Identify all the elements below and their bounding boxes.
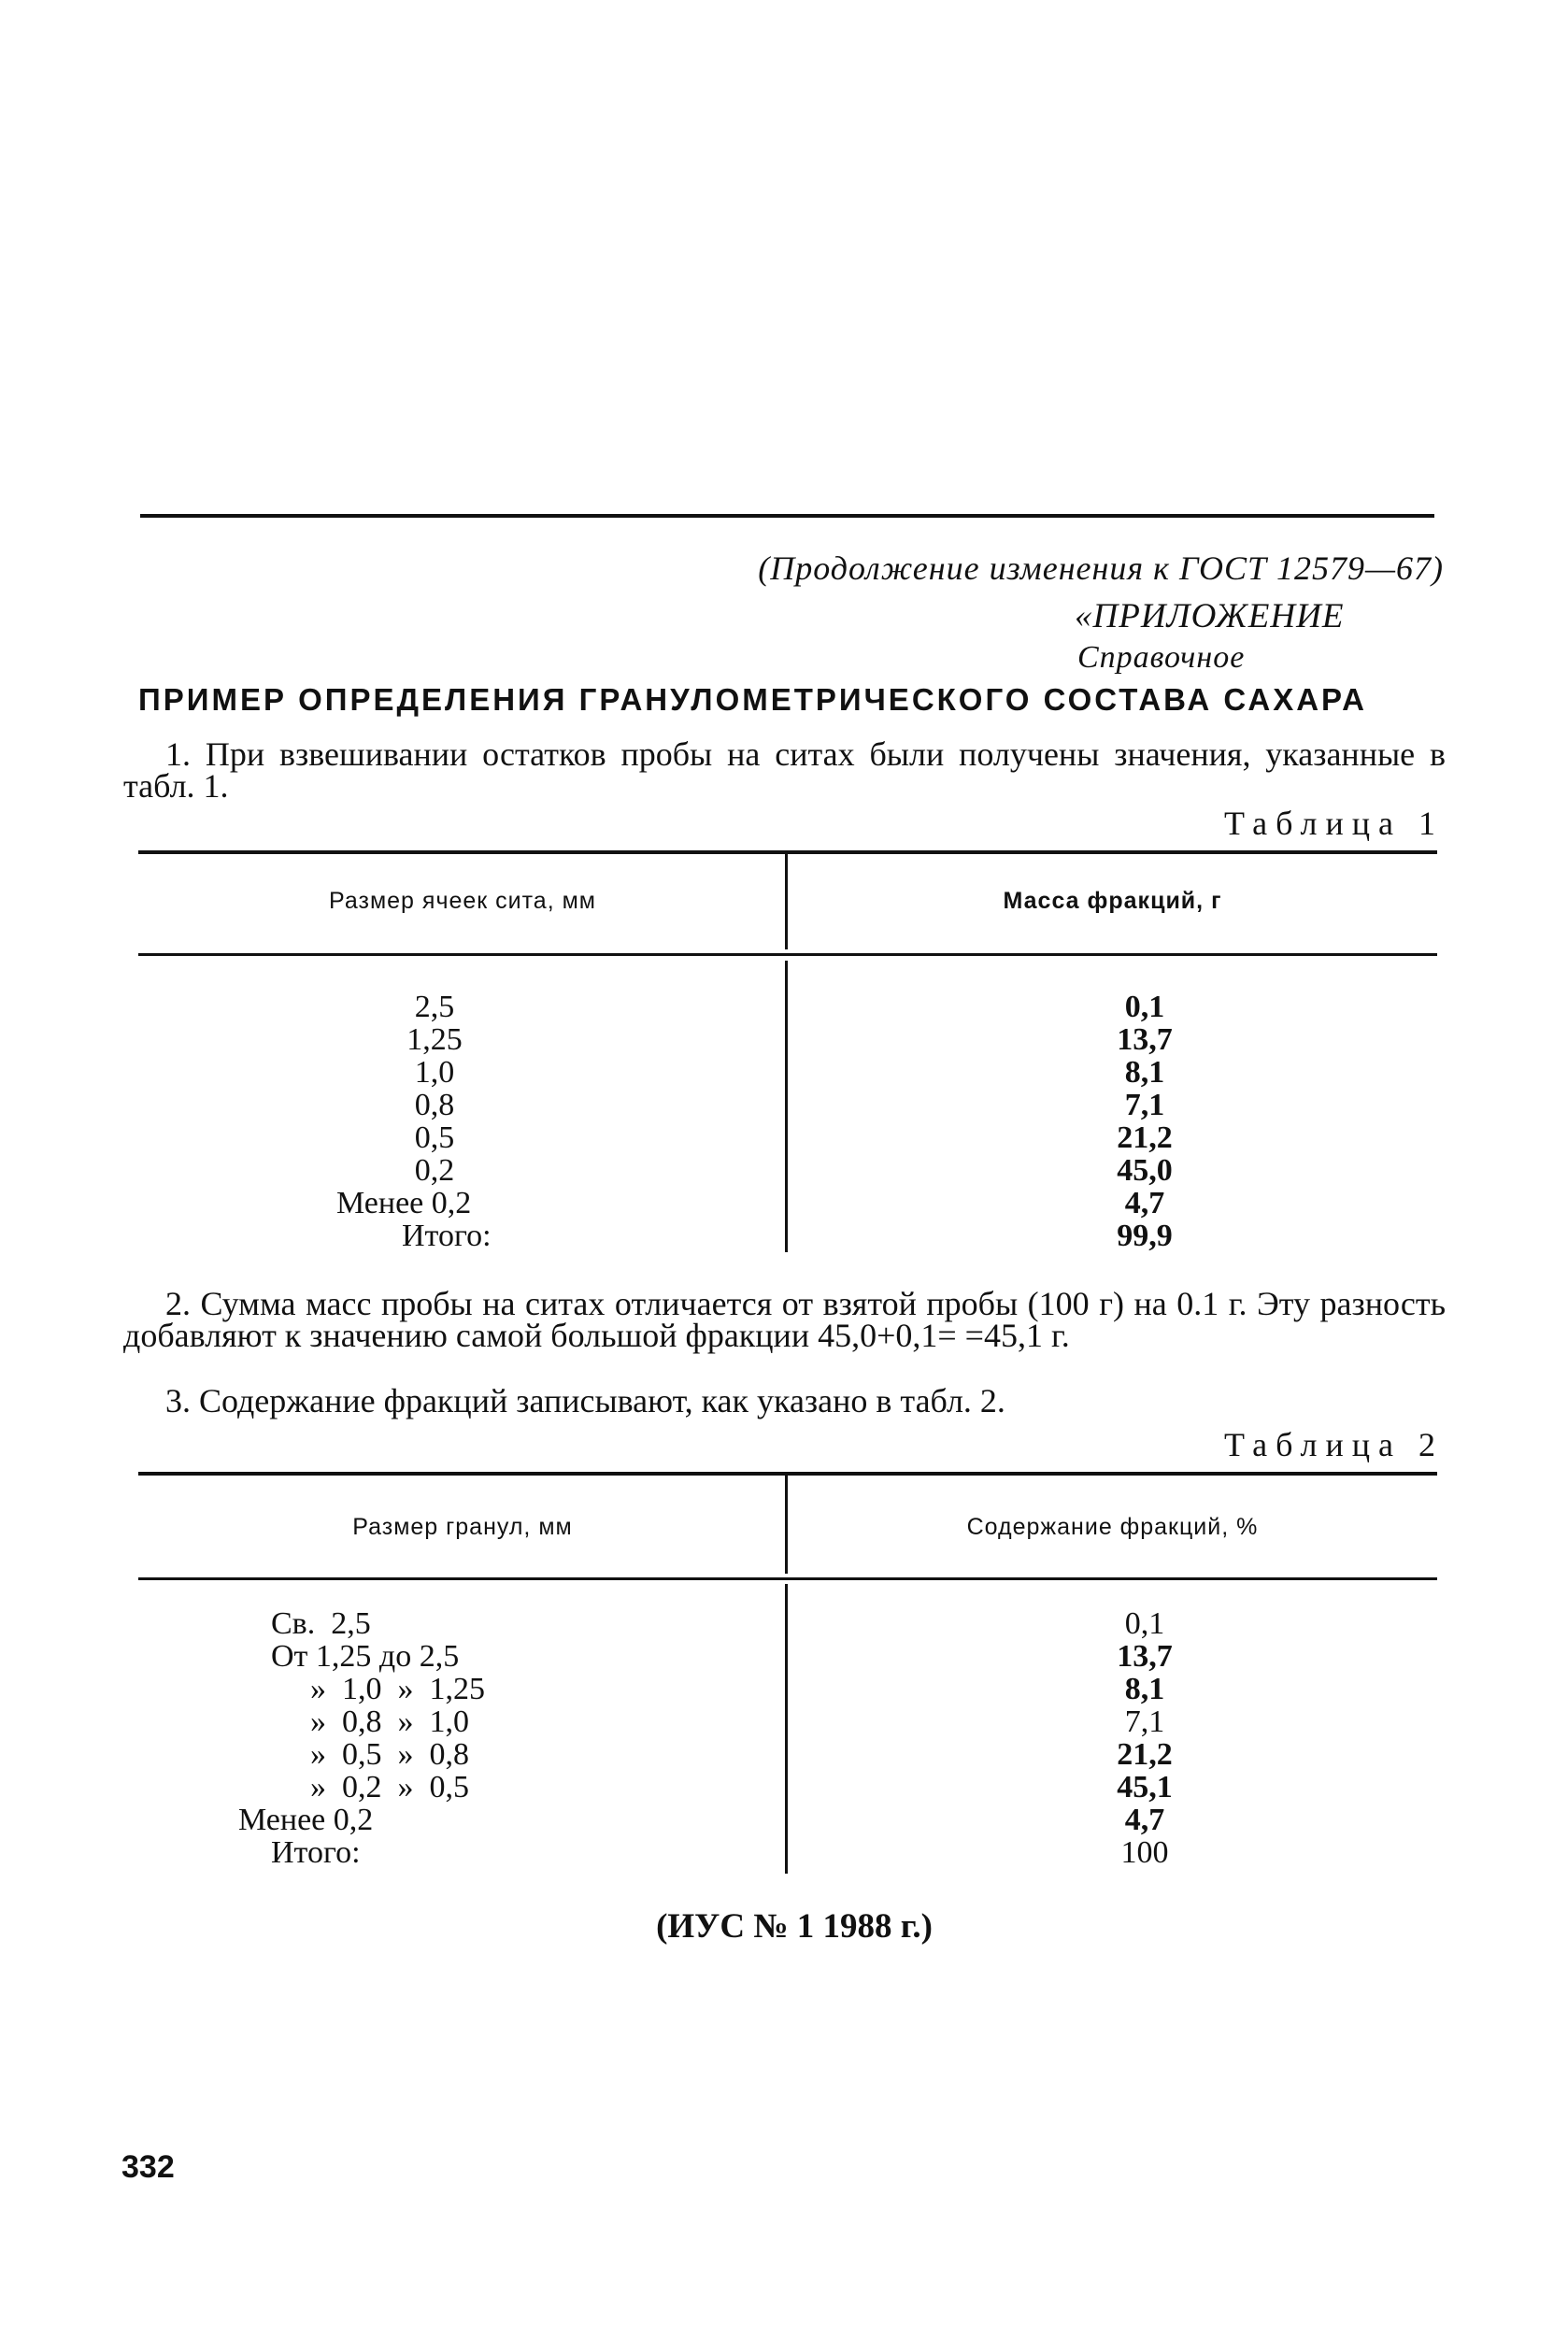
table-1-mass-column [1075, 991, 1215, 1252]
table-2-size-column [238, 1607, 612, 1869]
paragraph-3-text: 3. Содержание фракций записывают, как указано в табл. 2. [165, 1382, 1005, 1419]
table-2-cell: 0,1 [1124, 1606, 1165, 1641]
paragraph-2 [123, 1285, 1446, 1354]
table-2-cell: » 0,2 » 0,5 [294, 1770, 469, 1804]
paragraph-1-text: 1. При взвешивании остатков пробы на ситах были получены значения, указанные в табл. 1. [123, 735, 1446, 805]
table-2-caption: Таблица 2 [1224, 1426, 1444, 1463]
table-1-cell: 2,5 [414, 990, 455, 1024]
table-1-header-rule [138, 953, 1437, 956]
table-2-cell: » 0,5 » 0,8 [294, 1737, 469, 1772]
table-2-cell: 45,1 [1117, 1770, 1173, 1804]
table-2-cell: Итого: [271, 1835, 361, 1870]
table-2-cell: 8,1 [1124, 1672, 1165, 1706]
table-1-cell: 13,7 [1117, 1022, 1173, 1057]
table-1-cell: 4,7 [1124, 1186, 1165, 1220]
paragraph-1 [123, 735, 1446, 805]
table-1-cell: 1,0 [414, 1055, 455, 1090]
table-1-body-divider [785, 961, 788, 1252]
table-2-cell: 7,1 [1124, 1704, 1165, 1739]
table-1-cell: 7,1 [1124, 1088, 1165, 1122]
table-1-cell: 0,8 [414, 1088, 455, 1122]
table-1-cell: 45,0 [1117, 1153, 1173, 1188]
table-2-cell: » 0,8 » 1,0 [294, 1704, 469, 1739]
table-2-cell: » 1,0 » 1,25 [294, 1672, 485, 1706]
table-2-header-rule [138, 1577, 1437, 1580]
table-2-cell: Св. 2,5 [271, 1606, 371, 1641]
appendix-subtitle: Справочное [1077, 640, 1246, 675]
paragraph-3 [123, 1382, 1446, 1419]
table-1-cell: 0,1 [1124, 990, 1165, 1024]
top-rule [140, 514, 1434, 518]
table-2-cell: От 1,25 до 2,5 [271, 1639, 460, 1674]
table-2-body-divider [785, 1584, 788, 1874]
table-2-cell: 21,2 [1117, 1737, 1173, 1772]
paragraph-2-text: 2. Сумма масс пробы на ситах отличается от взятой пробы (100 г) на 0.1 г. Эту разность добавляют к значению самой большой фракции 45,0+0,1= =45,1 г. [123, 1285, 1446, 1354]
table-1-cell: 0,5 [414, 1120, 455, 1155]
table-1-caption: Таблица 1 [1224, 805, 1444, 842]
table-2-cell: Менее 0,2 [238, 1803, 374, 1837]
appendix-title: «ПРИЛОЖЕНИЕ [1075, 597, 1345, 635]
table-2-cell: 100 [1120, 1835, 1169, 1870]
table-1-col2-header: Масса фракций, г [1003, 888, 1222, 914]
table-2-cell: 4,7 [1124, 1803, 1165, 1837]
table-2-content-column [1075, 1607, 1215, 1869]
page-number: 332 [121, 2149, 175, 2185]
ius-reference: (ИУС № 1 1988 г.) [656, 1907, 933, 1946]
continuation-note: (Продолжение изменения к ГОСТ 12579—67) [758, 549, 1444, 587]
table-2-top-rule [138, 1472, 1437, 1476]
table-1-cell: Итого: [402, 1219, 492, 1253]
table-2-cell: 13,7 [1117, 1639, 1173, 1674]
table-1-col1-header: Размер ячеек сита, мм [329, 888, 596, 914]
table-1-cell: 21,2 [1117, 1120, 1173, 1155]
table-1-cell: 99,9 [1117, 1219, 1173, 1253]
table-1-cell: 1,25 [406, 1022, 463, 1057]
table-2-col2-header: Содержание фракций, % [966, 1514, 1259, 1540]
table-1-cell: Менее 0,2 [336, 1186, 472, 1220]
table-1-size-column [327, 991, 542, 1252]
table-1-cell: 8,1 [1124, 1055, 1165, 1090]
table-2-col1-header: Размер гранул, мм [352, 1514, 573, 1540]
appendix-block [1075, 596, 1448, 678]
table-1-cell: 0,2 [414, 1153, 455, 1188]
page-heading: ПРИМЕР ОПРЕДЕЛЕНИЯ ГРАНУЛОМЕТРИЧЕСКОГО СОСТАВА САХАРА [138, 682, 1367, 717]
table-1-top-rule [138, 850, 1437, 854]
